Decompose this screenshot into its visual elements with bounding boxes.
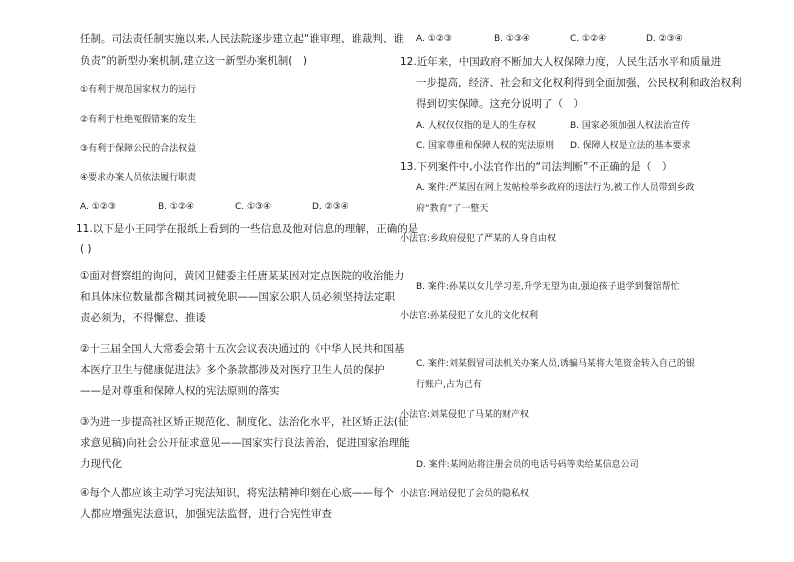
q10-stem-line: 负责”的新型办案机制,建立这一新型办案机制( ) [80,55,307,67]
q13-judgment-c: 小法官:刘某侵犯了马某的财产权 [400,410,530,420]
q13-option-a-line[interactable]: A. 案件:严某因在网上发帖检举乡政府的违法行为,被工作人员带到乡政 [416,183,695,193]
q12-option-c[interactable]: C. 国家尊重和保障人权的宪法原则 [416,141,555,151]
q11-item-3-line: 力现代化 [80,458,122,470]
q10-option-a[interactable]: A. ①②③ [80,202,116,212]
q10-item: ③有利于保障公民的合法权益 [80,144,197,154]
q10-item: ①有利于规范国家权力的运行 [80,85,197,95]
q10-option-c[interactable]: C. ①③④ [235,202,272,212]
q11-option-b[interactable]: B. ①③④ [494,34,531,44]
q11-option-a[interactable]: A. ①②③ [416,34,452,44]
q10-option-b[interactable]: B. ①②④ [158,202,195,212]
q12-stem-line: 一步提高，经济、社会和文化权利得到全面加强，公民权利和政治权利 [416,77,742,89]
q10-stem-line: 任制。司法责任制实施以来,人民法院逐步建立起“谁审理、谁裁判、谁 [80,33,404,45]
q11-stem-line: 11.以下是小王同学在报纸上看到的一些信息及他对信息的理解，正确的是 [76,223,419,235]
q10-item: ②有利于杜绝冤假错案的发生 [80,115,197,125]
q13-judgment-b: 小法官:孙某侵犯了女儿的文化权利 [400,311,539,321]
q12-stem-line: 得到切实保障。这充分说明了（ ） [416,98,584,110]
q11-item-3-line: 求意见稿)向社会公开征求意见——国家实行良法善治，促进国家治理能 [80,437,410,449]
q13-option-b-line[interactable]: B. 案件:孙某以女儿学习差,升学无望为由,强迫孩子退学到餐馆帮忙 [416,282,680,292]
q13-option-c-line[interactable]: 行账户,占为己有 [416,380,482,390]
q12-option-a[interactable]: A. 人权仅仅指的是人的生存权 [416,121,536,131]
q11-item-2-line: 本医疗卫生与健康促进法》多个条款都涉及对医疗卫生人员的保护 [80,364,385,376]
q10-option-d[interactable]: D. ②③④ [312,202,349,212]
q11-item-4-line: ④每个人都应该主动学习宪法知识，将宪法精神印刻在心底——每个 [80,487,394,499]
q13-judgment-a: 小法官:乡政府侵犯了严某的人身自由权 [400,234,557,244]
q13-stem: 13.下列案件中,小法官作出的“司法判断”不正确的是（ ） [400,161,673,173]
q11-option-d[interactable]: D. ②③④ [646,34,683,44]
q11-item-1-line: 责必须为，不得懈怠、推诿 [80,312,206,324]
q12-option-b[interactable]: B. 国家必须加强人权法治宣传 [570,121,690,131]
q11-item-1-line: 和具体床位数量都含糊其词被免职——国家公职人员必须坚持法定职 [80,291,395,303]
q13-option-a-line[interactable]: 府“教育”了一整天 [416,204,489,214]
q12-option-d[interactable]: D. 保障人权是立法的基本要求 [570,141,691,151]
q13-option-c-line[interactable]: C. 案件:刘某假冒司法机关办案人员,诱骗马某将大笔资金转入自己的银 [416,359,695,369]
q11-option-c[interactable]: C. ①②④ [570,34,607,44]
q12-stem-line: 12.近年来，中国政府不断加大人权保障力度，人民生活水平和质量进 [400,56,722,68]
q11-item-2-line: ②十三届全国人大常委会第十五次会议表决通过的《中华人民共和国基 [80,343,405,355]
q11-item-3-line: ③为进一步提高社区矫正规范化、制度化、法治化水平，社区矫正法(征 [80,416,409,428]
q10-item: ④要求办案人员依法履行职责 [80,173,197,183]
q11-item-2-line: ——是对尊重和保障人权的宪法原则的落实 [80,385,280,397]
q11-item-4-line: 人都应增强宪法意识，加强宪法监督，进行合宪性审查 [80,508,332,520]
q13-judgment-d: 小法官:网站侵犯了会员的隐私权 [400,489,530,499]
q11-item-1-line: ①面对督察组的询问，黄冈卫健委主任唐某某因对定点医院的收治能力 [80,270,405,282]
q11-stem-line: ( ) [80,243,92,255]
q13-option-d-line[interactable]: D. 案件:某网站将注册会员的电话号码等卖给某信息公司 [416,460,639,470]
